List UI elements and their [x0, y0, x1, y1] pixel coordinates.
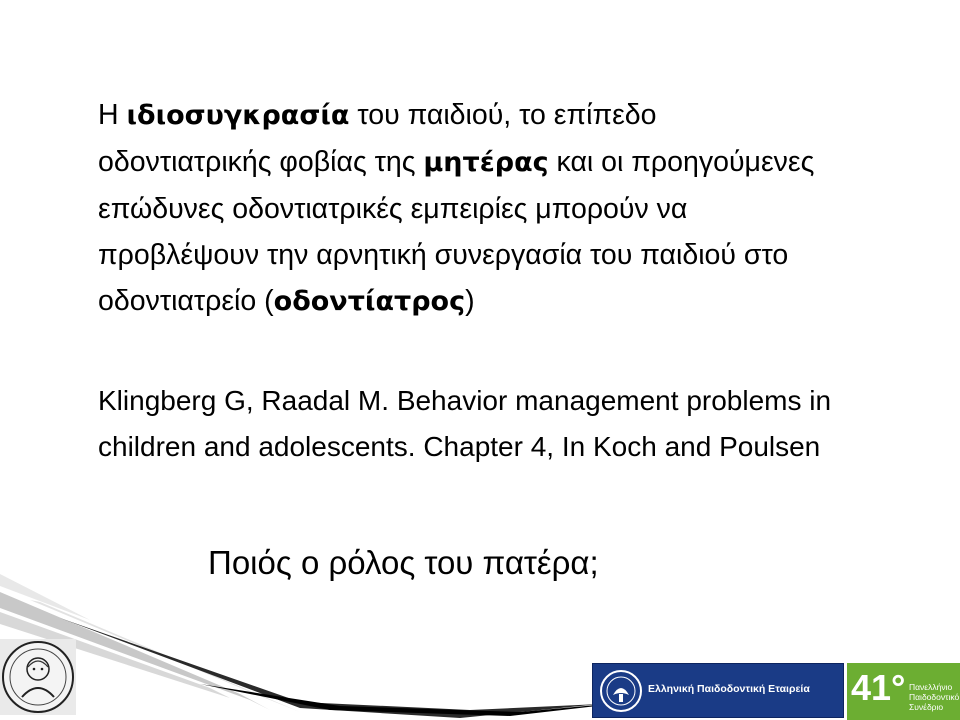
main-paragraph: [98, 92, 898, 325]
society-logo: [592, 663, 844, 718]
decorative-slant-bars: [0, 560, 640, 720]
congress-title: [909, 682, 959, 712]
line-2-suffix: και οι προηγούμενες: [548, 146, 815, 178]
line-2-prefix: οδοντιατρικής φοβίας της: [98, 146, 424, 178]
congress-line-1: Πανελλήνιο: [909, 682, 953, 692]
question-text: Ποιός ο ρόλος του πατέρα;: [208, 544, 599, 581]
line-1-prefix: Η: [98, 99, 127, 131]
reference-line-1: Klingberg G, Raadal M. Behavior management problems in: [98, 385, 832, 416]
paragraph-line-4: προβλέψουν την αρνητική συνεργασία του παιδιού στο: [98, 239, 789, 271]
reference-citation: [98, 378, 898, 470]
congress-logo: [847, 663, 960, 720]
society-emblem-icon: [599, 669, 643, 713]
university-seal-logo: [0, 639, 76, 715]
reference-line-2: children and adolescents. Chapter 4, In Koch and Poulsen: [98, 431, 821, 462]
emphasis-mother: μητέρας: [423, 147, 549, 178]
line-5-suffix: ): [465, 285, 475, 317]
paragraph-line-5: [98, 278, 898, 325]
paragraph-line-2: [98, 139, 898, 186]
congress-line-3: Συνέδριο: [909, 702, 944, 712]
line-1-suffix: του παιδιού, το επίπεδο: [349, 99, 657, 131]
congress-line-2: Παιδοδοντικό: [909, 692, 960, 702]
congress-number: 41°: [851, 667, 906, 708]
emphasis-dentist: οδοντίατρος: [273, 286, 466, 317]
emphasis-temperament: ιδιοσυγκρασία: [126, 100, 350, 131]
paragraph-line-1: [98, 92, 898, 139]
paragraph-line-3: επώδυνες οδοντιατρικές εμπειρίες μπορούν να: [98, 193, 688, 225]
line-5-prefix: οδοντιατρείο (: [98, 285, 274, 317]
society-name: Ελληνική Παιδοδοντική Εταιρεία: [648, 683, 810, 695]
